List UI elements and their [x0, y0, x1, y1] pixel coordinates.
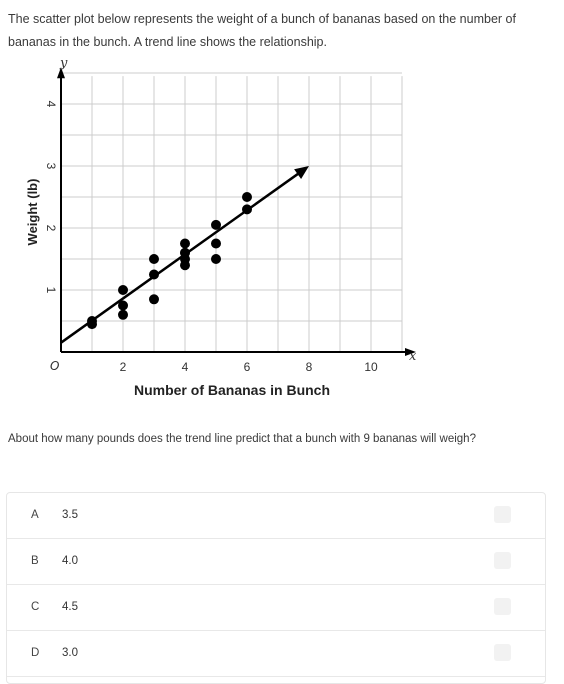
x-axis-letter: x — [409, 349, 417, 364]
chart-axes — [57, 67, 416, 356]
x-tick-label: 2 — [119, 360, 127, 374]
chart-points — [87, 192, 252, 329]
data-point — [211, 220, 221, 230]
choice-checkbox[interactable] — [494, 598, 511, 615]
scatter-plot — [0, 50, 564, 400]
data-point — [118, 310, 128, 320]
data-point — [149, 294, 159, 304]
choice-checkbox[interactable] — [494, 644, 511, 661]
origin-label: O — [50, 359, 60, 373]
chart-grid — [61, 73, 402, 352]
question-text: About how many pounds does the trend line predict that a bunch with 9 bananas will weigh? — [8, 433, 476, 445]
y-axis-label: Weight (lb) — [25, 178, 40, 246]
problem-intro: The scatter plot below represents the weight of a bunch of bananas based on the number of bananas in the bunch. A trend line shows the relationship. — [8, 12, 516, 49]
data-point — [118, 285, 128, 295]
y-tick-label: 3 — [44, 162, 58, 170]
y-tick-label: 1 — [44, 286, 58, 294]
data-point — [87, 316, 97, 326]
choice-c[interactable] — [7, 585, 545, 631]
y-tick-label: 4 — [44, 100, 58, 108]
choice-letter: B — [31, 555, 39, 567]
data-point — [180, 248, 190, 258]
choice-checkbox[interactable] — [494, 506, 511, 523]
x-axis-label: Number of Bananas in Bunch — [133, 382, 331, 398]
answer-choices — [6, 492, 546, 684]
choice-text: 3.5 — [62, 509, 78, 521]
data-point — [118, 301, 128, 311]
choice-text: 4.5 — [62, 601, 78, 613]
x-tick-label: 10 — [364, 360, 378, 374]
choice-letter: D — [31, 647, 40, 659]
x-tick-label: 8 — [305, 360, 313, 374]
data-point — [211, 239, 221, 249]
data-point — [242, 192, 252, 202]
choice-letter: A — [31, 509, 39, 521]
x-tick-label: 6 — [243, 360, 251, 374]
x-tick-label: 4 — [181, 360, 189, 374]
data-point — [149, 270, 159, 280]
choice-d[interactable] — [7, 631, 545, 677]
y-axis-letter: y — [60, 56, 68, 71]
choice-b[interactable] — [7, 539, 545, 585]
data-point — [242, 204, 252, 214]
data-point — [180, 239, 190, 249]
choice-text: 3.0 — [62, 647, 78, 659]
y-tick-label: 2 — [44, 224, 58, 232]
choice-a[interactable] — [7, 493, 545, 539]
data-point — [149, 254, 159, 264]
choice-checkbox[interactable] — [494, 552, 511, 569]
trend-line-arrow — [294, 166, 309, 179]
data-point — [211, 254, 221, 264]
choice-letter: C — [31, 601, 40, 613]
choice-text: 4.0 — [62, 555, 78, 567]
